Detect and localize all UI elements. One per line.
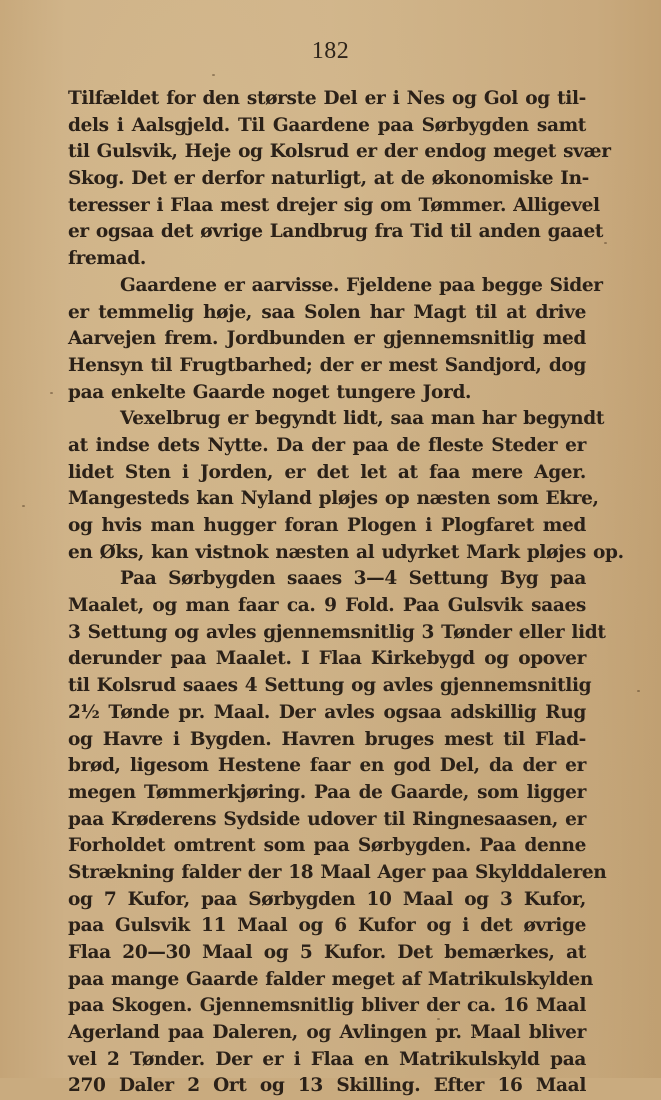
paper-speck: [604, 242, 607, 244]
text-line: 3 Settung og avles gjennemsnitlig 3 Tønder eller lidt: [68, 621, 606, 643]
text-line: paa Gulsvik 11 Maal og 6 Kufor og i det øvrige: [68, 915, 586, 937]
text-line: paa Krøderens Sydside udover til Ringnesaasen, er: [68, 808, 586, 830]
text-line: at indse dets Nytte. Da der paa de fleste Steder er: [68, 434, 586, 456]
paper-speck: [474, 1034, 477, 1036]
text-line: er ogsaa det øvrige Landbrug fra Tid til anden gaaet: [68, 221, 604, 243]
text-line: Tilfældet for den største Del er i Nes og Gol og til-: [68, 88, 586, 109]
text-line: 2½ Tønde pr. Maal. Der avles ogsaa adskillig Rug: [68, 701, 586, 723]
paper-speck: [637, 690, 640, 692]
text-line: Hensyn til Frugtbarhed; der er mest Sandjord, dog: [68, 354, 586, 376]
text-line: Forholdet omtrent som paa Sørbygden. Paa denne: [68, 835, 586, 857]
text-line: lidet Sten i Jorden, er det let at faa mere Ager.: [68, 461, 586, 483]
text-line: paa mange Gaarde falder meget af Matrikulskylden: [68, 968, 593, 990]
text-line: og hvis man hugger foran Plogen i Plogfaret med: [68, 515, 586, 536]
text-line: Aarvejen frem. Jordbunden er gjennemsnitlig med: [68, 328, 586, 350]
text-line: Maalet, og man faar ca. 9 Fold. Paa Gulsvik saaes: [68, 595, 586, 617]
text-line: Gaardene er aarvisse. Fjeldene paa begge Sider: [120, 274, 603, 296]
text-line: Vexelbrug er begyndt lidt, saa man har begyndt: [120, 408, 605, 430]
text-line: til Kolsrud saaes 4 Settung og avles gjennemsnitlig: [68, 675, 592, 697]
text-line: paa Skogen. Gjennemsnitlig bliver der ca. 16 Maal: [68, 995, 586, 1017]
text-line: en Øks, kan vistnok næsten al udyrket Mark pløjes op.: [68, 541, 624, 563]
paper-speck: [22, 505, 25, 507]
text-line: vel 2 Tønder. Der er i Flaa en Matrikulskyld paa: [68, 1048, 586, 1070]
text-line: derunder paa Maalet. I Flaa Kirkebygd og opover: [68, 648, 586, 670]
body-text: [68, 86, 624, 1100]
text-line: brød, ligesom Hestene faar en god Del, da der er: [68, 755, 586, 777]
text-line: Mangesteds kan Nyland pløjes op næsten som Ekre,: [68, 488, 599, 510]
text-line: paa enkelte Gaarde noget tungere Jord.: [68, 381, 472, 403]
text-line: dels i Aalsgjeld. Til Gaardene paa Sørbygden samt: [68, 114, 586, 136]
text-line: Strækning falder der 18 Maal Ager paa Skylddaleren: [68, 861, 607, 883]
text-line: megen Tømmerkjøring. Paa de Gaarde, som ligger: [68, 781, 586, 803]
page-number: 182: [311, 38, 350, 64]
text-line: og 7 Kufor, paa Sørbygden 10 Maal og 3 Kufor,: [68, 888, 586, 910]
paper-speck: [50, 392, 53, 394]
text-line: er temmelig høje, saa Solen har Magt til at drive: [68, 301, 586, 323]
paper-speck: [437, 1018, 440, 1020]
text-line: fremad.: [68, 248, 146, 270]
text-line: Flaa 20—30 Maal og 5 Kufor. Det bemærkes, at: [68, 942, 586, 963]
text-line: til Gulsvik, Heje og Kolsrud er der endog meget svær: [68, 141, 611, 163]
text-line: teresser i Flaa mest drejer sig om Tømmer. Alligevel: [68, 194, 600, 216]
text-line: 270 Daler 2 Ort og 13 Skilling. Efter 16 Maal: [68, 1075, 586, 1097]
text-line: Agerland paa Daleren, og Avlingen pr. Maal bliver: [68, 1022, 586, 1044]
text-line: Paa Sørbygden saaes 3—4 Settung Byg paa: [120, 568, 586, 590]
text-line: Skog. Det er derfor naturligt, at de økonomiske In-: [68, 168, 590, 190]
text-line: og Havre i Bygden. Havren bruges mest til Flad-: [68, 728, 586, 750]
paper-speck: [212, 74, 215, 76]
